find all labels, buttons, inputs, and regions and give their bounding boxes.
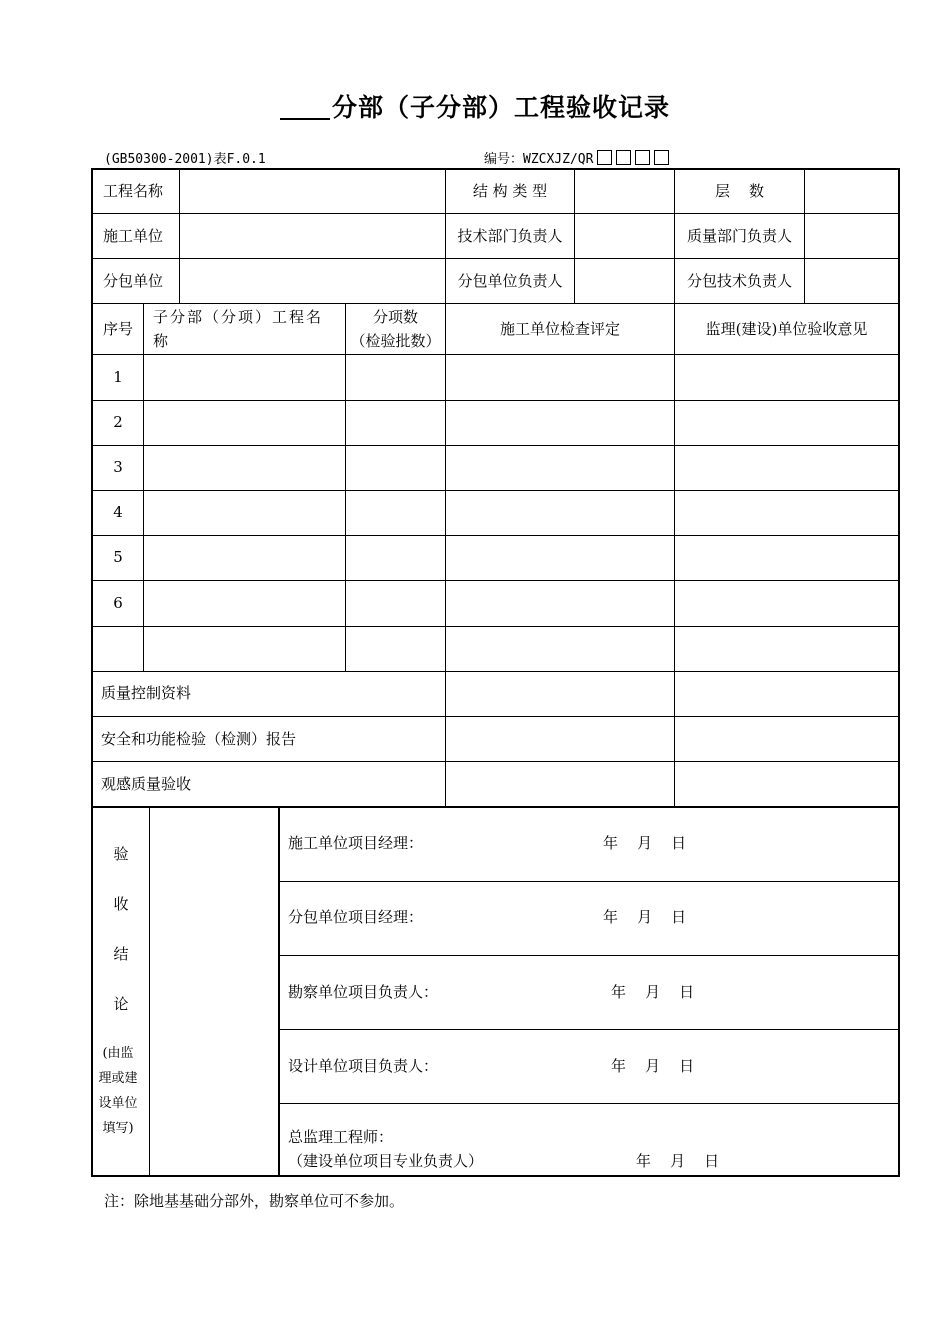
- row-line: [92, 580, 899, 581]
- col-line: [574, 169, 575, 303]
- sig-survey-date: 年 月 日: [611, 983, 695, 1001]
- row-line: [92, 490, 899, 491]
- conclusion-note-2: 理或建: [98, 1071, 138, 1086]
- col-check: 施工单位检查评定: [499, 320, 620, 338]
- document-number-label: 编号：WZCXJZ/QR: [484, 152, 594, 167]
- contractor-label: 施工单位: [103, 227, 164, 245]
- footnote: 注：除地基基础分部外，勘察单位可不参加。: [104, 1192, 405, 1210]
- sig-subcontractor-date: 年 月 日: [603, 908, 687, 926]
- sig-design-date: 年 月 日: [611, 1057, 695, 1075]
- row-line: [92, 716, 899, 717]
- row-line: [92, 354, 899, 355]
- sig-line: [278, 1103, 899, 1104]
- table-border-bottom: [91, 1175, 900, 1177]
- page-title: [0, 88, 950, 124]
- row-line: [92, 761, 899, 762]
- subcontractor-field[interactable]: [181, 260, 444, 302]
- structure-type-label: 结 构 类 型: [472, 182, 548, 200]
- subcontractor-label: 分包单位: [103, 272, 164, 290]
- sig-line: [278, 955, 899, 956]
- col-name-line2: 称: [153, 332, 169, 350]
- sub-tech-head-label: 分包技术负责人: [686, 272, 792, 290]
- col-line: [278, 807, 280, 1175]
- sig-survey-label: 勘察单位项目负责人：: [288, 983, 439, 1001]
- sig-line: [278, 1029, 899, 1030]
- document-number: [484, 148, 669, 167]
- quality-head-label: 质量部门负责人: [686, 227, 792, 245]
- quality-head-field[interactable]: [806, 215, 897, 257]
- col-count-line1: 分项数: [372, 308, 418, 326]
- appearance-quality: 观感质量验收: [101, 775, 192, 793]
- project-name-label: 工程名称: [103, 182, 164, 200]
- quality-control-docs: 质量控制资料: [101, 684, 192, 702]
- structure-type-field[interactable]: [576, 171, 673, 212]
- table-border-top: [91, 168, 900, 170]
- col-line: [445, 169, 446, 807]
- sig-line: [278, 881, 899, 882]
- sub-head-field[interactable]: [576, 260, 673, 302]
- sig-contractor-date: 年 月 日: [603, 834, 687, 852]
- row-seq-6: 6: [113, 594, 123, 612]
- contractor-field[interactable]: [181, 215, 444, 257]
- sig-design-label: 设计单位项目负责人：: [288, 1057, 439, 1075]
- col-opinion: 监理(建设)单位验收意见: [705, 320, 868, 338]
- conclusion-note-4: 填写): [102, 1121, 134, 1136]
- sub-head-label: 分包单位负责人: [457, 272, 563, 290]
- safety-function-report: 安全和功能检验（检测）报告: [101, 730, 297, 748]
- row-line: [92, 303, 899, 304]
- standard-code: (GB50300-2001)表F.0.1: [104, 152, 266, 167]
- col-seq: 序号: [102, 320, 133, 338]
- row-line: [92, 671, 899, 672]
- tech-head-label: 技术部门负责人: [457, 227, 563, 245]
- title-text: 分部（子分部）工程验收记录: [331, 93, 670, 122]
- row-line: [92, 445, 899, 446]
- conclusion-field[interactable]: [151, 809, 277, 1174]
- floors-label: 层 数: [714, 182, 765, 200]
- row-seq-1: 1: [113, 368, 123, 386]
- col-line: [149, 807, 150, 1175]
- row-line: [92, 806, 899, 808]
- row-line: [92, 626, 899, 627]
- row-seq-2: 2: [113, 413, 123, 431]
- sig-subcontractor-label: 分包单位项目经理：: [288, 908, 424, 926]
- row-seq-3: 3: [113, 458, 123, 476]
- conclusion-note-3: 设单位: [98, 1096, 138, 1111]
- title-blank[interactable]: [280, 92, 330, 120]
- sig-chief-label: 总监理工程师：: [288, 1128, 394, 1146]
- row-line: [92, 213, 899, 214]
- project-name-field[interactable]: [181, 171, 444, 212]
- floors-field[interactable]: [806, 171, 897, 212]
- conclusion-char-3: 结: [113, 945, 129, 963]
- col-line: [179, 169, 180, 303]
- col-line: [804, 169, 805, 303]
- sig-chief-label-2: （建设单位项目专业负责人）: [288, 1152, 484, 1170]
- row-line: [92, 258, 899, 259]
- number-box-2[interactable]: [616, 150, 631, 165]
- col-name-line1: 子分部（分项）工程名: [153, 308, 324, 326]
- table-border-right: [898, 168, 900, 1177]
- number-box-3[interactable]: [635, 150, 650, 165]
- col-line: [345, 303, 346, 671]
- sig-contractor-label: 施工单位项目经理：: [288, 834, 424, 852]
- conclusion-char-2: 收: [113, 895, 129, 913]
- sig-chief-date: 年 月 日: [636, 1152, 720, 1170]
- number-box-1[interactable]: [597, 150, 612, 165]
- row-line: [92, 535, 899, 536]
- tech-head-field[interactable]: [576, 215, 673, 257]
- conclusion-char-4: 论: [113, 995, 129, 1013]
- row-seq-5: 5: [113, 548, 123, 566]
- sub-tech-head-field[interactable]: [806, 260, 897, 302]
- col-line: [143, 303, 144, 671]
- number-box-4[interactable]: [654, 150, 669, 165]
- row-line: [92, 400, 899, 401]
- conclusion-note-1: (由监: [102, 1046, 134, 1061]
- col-count-line2: （检验批数）: [350, 332, 441, 350]
- col-line: [674, 169, 675, 807]
- row-seq-4: 4: [113, 503, 123, 521]
- conclusion-char-1: 验: [113, 845, 129, 863]
